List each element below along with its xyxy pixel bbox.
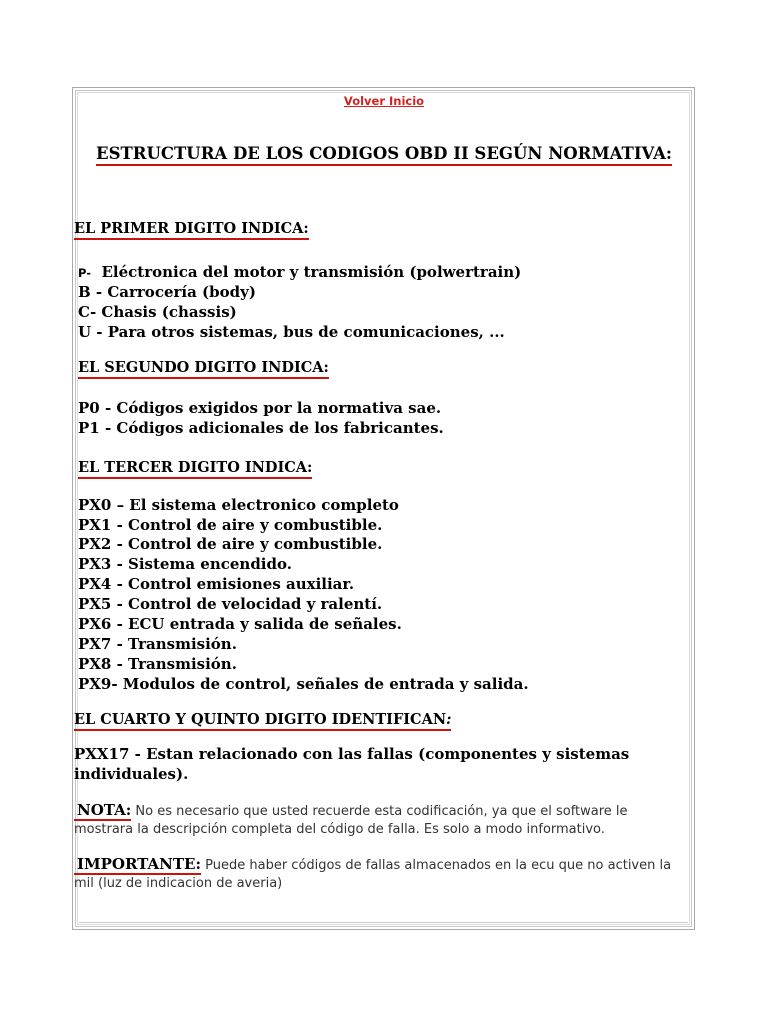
nota-label: NOTA:	[74, 801, 131, 821]
first-digit-item-u: U - Para otros sistemas, bus de comunicaciones, ...	[78, 323, 505, 341]
heading-third-digit-text: EL TERCER DIGITO INDICA:	[78, 459, 312, 479]
volver-inicio-link[interactable]: Volver Inicio	[343, 94, 425, 108]
heading-fourth-fifth-label: EL CUARTO Y QUINTO DIGITO IDENTIFICAN	[74, 711, 447, 728]
heading-second-digit-text: EL SEGUNDO DIGITO INDICA:	[78, 359, 329, 379]
pxx17-description: PXX17 - Estan relacionado con las fallas (componentes y sistemas individuales).	[74, 745, 630, 783]
first-digit-item-p-text: Eléctronica del motor y transmisión (polwertrain)	[101, 263, 522, 281]
importante-text: Puede haber códigos de fallas almacenados en la ecu que no activen la mil (luz de indicacion de averia)	[74, 858, 672, 891]
frame-bottom-rule	[79, 922, 688, 923]
importante-note	[74, 855, 689, 893]
third-digit-item: PX9- Modulos de control, señales de entrada y salida.	[78, 675, 529, 693]
heading-first-digit-text: EL PRIMER DIGITO INDICA:	[74, 220, 309, 240]
third-digit-item: PX3 - Sistema encendido.	[78, 555, 292, 573]
third-digit-item: PX8 - Transmisión.	[78, 655, 237, 673]
third-digit-item: PX4 - Control emisiones auxiliar.	[78, 575, 355, 593]
third-digit-item: PX0 – El sistema electronico completo	[78, 496, 399, 514]
second-digit-item-p1: P1 - Códigos adicionales de los fabricantes.	[78, 419, 444, 437]
nota-note	[74, 801, 689, 839]
heading-fourth-fifth-digit-text	[74, 711, 451, 731]
importante-label: IMPORTANTE:	[74, 855, 201, 875]
third-digit-item: PX5 - Control de velocidad y ralentí.	[78, 595, 383, 613]
second-digit-item-p0: P0 - Códigos exigidos por la normativa sae.	[78, 399, 442, 417]
heading-colon: :	[446, 711, 452, 728]
first-digit-item-c: C- Chasis (chassis)	[78, 303, 237, 321]
first-digit-item-b: B - Carrocería (body)	[78, 283, 256, 301]
page-title-text: ESTRUCTURA DE LOS CODIGOS OBD II SEGÚN NORMATIVA:	[96, 144, 672, 166]
third-digit-item: PX2 - Control de aire y combustible.	[78, 535, 383, 553]
p-prefix: P-	[78, 266, 91, 280]
heading-first-digit	[74, 220, 309, 237]
heading-third-digit	[78, 459, 312, 476]
nota-text: No es necesario que usted recuerde esta codificación, ya que el software le mostrara la descripción completa del código de falla. Es solo a modo informativo.	[74, 804, 628, 837]
third-digit-item: PX1 - Control de aire y combustible.	[78, 516, 383, 534]
third-digit-item: PX6 - ECU entrada y salida de señales.	[78, 615, 402, 633]
third-digit-item: PX7 - Transmisión.	[78, 635, 237, 653]
page-title	[0, 144, 768, 163]
first-digit-item-p	[78, 263, 521, 281]
heading-fourth-fifth-digit	[74, 711, 451, 728]
heading-second-digit	[78, 359, 329, 376]
